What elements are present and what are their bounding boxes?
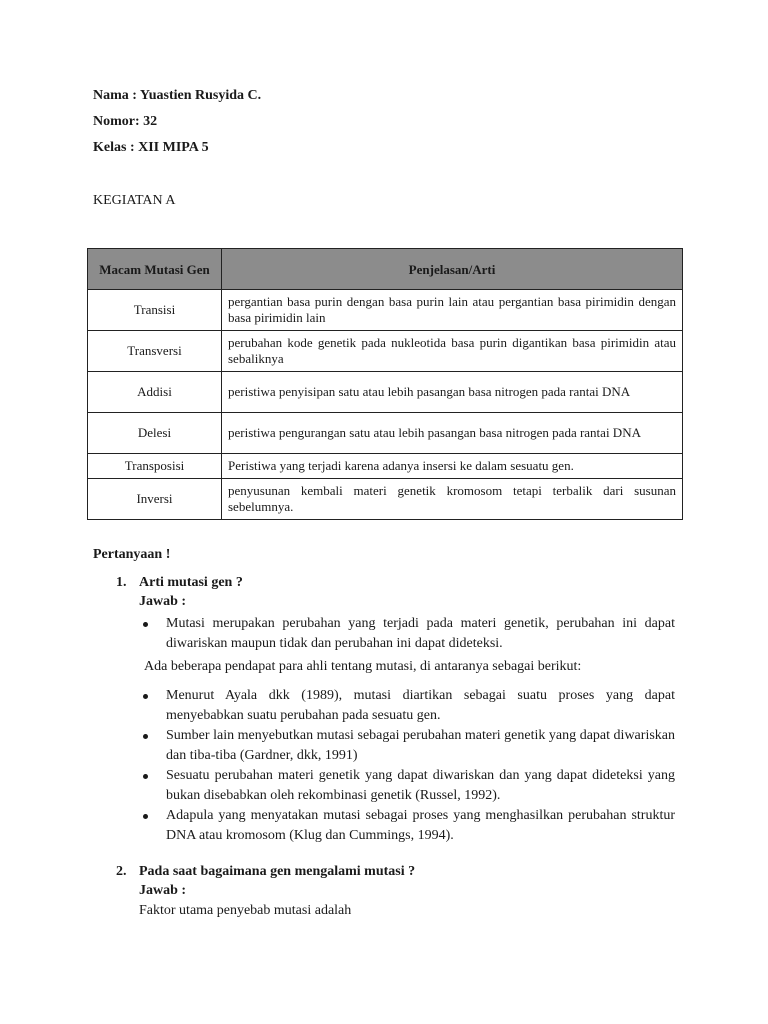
list-item-text: Sesuatu perubahan materi genetik yang dapat diwariskan dan yang dapat dideteksi yang bukan disebabkan oleh rekombinasi genetik (Russel, 1992). [166,768,675,803]
mutation-name: Addisi [88,372,222,413]
student-name: Nama : Yuastien Rusyida C. [93,88,262,103]
mutation-desc: penyusunan kembali materi genetik kromosom tetapi terbalik dari susunan sebelumnya. [222,479,683,520]
list-item [139,806,675,846]
mutation-name: Delesi [88,413,222,454]
answer-text: Faktor utama penyebab mutasi adalah [139,903,352,918]
table-row [88,479,683,520]
answer-label: Jawab : [139,883,187,898]
student-class: Kelas : XII MIPA 5 [93,140,209,155]
answer-bullets [139,614,675,654]
list-item-text: Sumber lain menyebutkan mutasi sebagai perubahan materi genetik yang dapat diwariskan dan tiba-tiba (Gardner, dkk, 1991) [166,728,675,763]
list-item [139,686,675,726]
mutation-name: Transisi [88,290,222,331]
mutation-desc: peristiwa pengurangan satu atau lebih pasangan basa nitrogen pada rantai DNA [222,413,683,454]
bullet-icon [143,694,148,699]
mutation-desc: peristiwa penyisipan satu atau lebih pasangan basa nitrogen pada rantai DNA [222,372,683,413]
list-item [139,614,675,654]
question-number: 1. [116,575,127,590]
list-item-text: Adapula yang menyatakan mutasi sebagai proses yang menghasilkan perubahan struktur DNA atau kromosom (Klug dan Cummings, 1994). [166,808,675,843]
mutation-name: Transposisi [88,454,222,479]
list-item [139,726,675,766]
table-row [88,372,683,413]
bullet-icon [143,814,148,819]
mutation-name: Inversi [88,479,222,520]
bullet-icon [143,774,148,779]
list-item [139,766,675,806]
list-item-text: Mutasi merupakan perubahan yang terjadi pada materi genetik, perubahan ini dapat diwariskan maupun tidak dan perubahan ini dapat dideteksi. [166,616,675,651]
student-number: Nomor: 32 [93,114,158,129]
table-row [88,290,683,331]
mutation-desc: pergantian basa purin dengan basa purin lain atau pergantian basa pirimidin dengan basa pirimidin lain [222,290,683,331]
bullet-icon [143,734,148,739]
mutation-name: Transversi [88,331,222,372]
table-row [88,413,683,454]
table-header-row [88,249,683,290]
expert-opinions-list [139,686,675,846]
section-title: KEGIATAN A [93,193,176,208]
answer-label: Jawab : [139,594,187,609]
table-row [88,454,683,479]
answer-paragraph: Ada beberapa pendapat para ahli tentang mutasi, di antaranya sebagai berikut: [144,659,582,674]
table-row [88,331,683,372]
question-number: 2. [116,864,127,879]
mutation-desc: Peristiwa yang terjadi karena adanya insersi ke dalam sesuatu gen. [222,454,683,479]
column-header-type: Macam Mutasi Gen [88,249,222,290]
questions-title: Pertanyaan ! [93,547,171,562]
question-text: Arti mutasi gen ? [139,575,243,590]
mutation-desc: perubahan kode genetik pada nukleotida basa purin digantikan basa pirimidin atau sebaliknya [222,331,683,372]
mutation-table [87,248,683,520]
bullet-icon [143,622,148,627]
question-text: Pada saat bagaimana gen mengalami mutasi ? [139,864,416,879]
list-item-text: Menurut Ayala dkk (1989), mutasi diartikan sebagai suatu proses yang dapat menyebabkan suatu perubahan pada sesuatu gen. [166,688,675,723]
column-header-explanation: Penjelasan/Arti [222,249,683,290]
